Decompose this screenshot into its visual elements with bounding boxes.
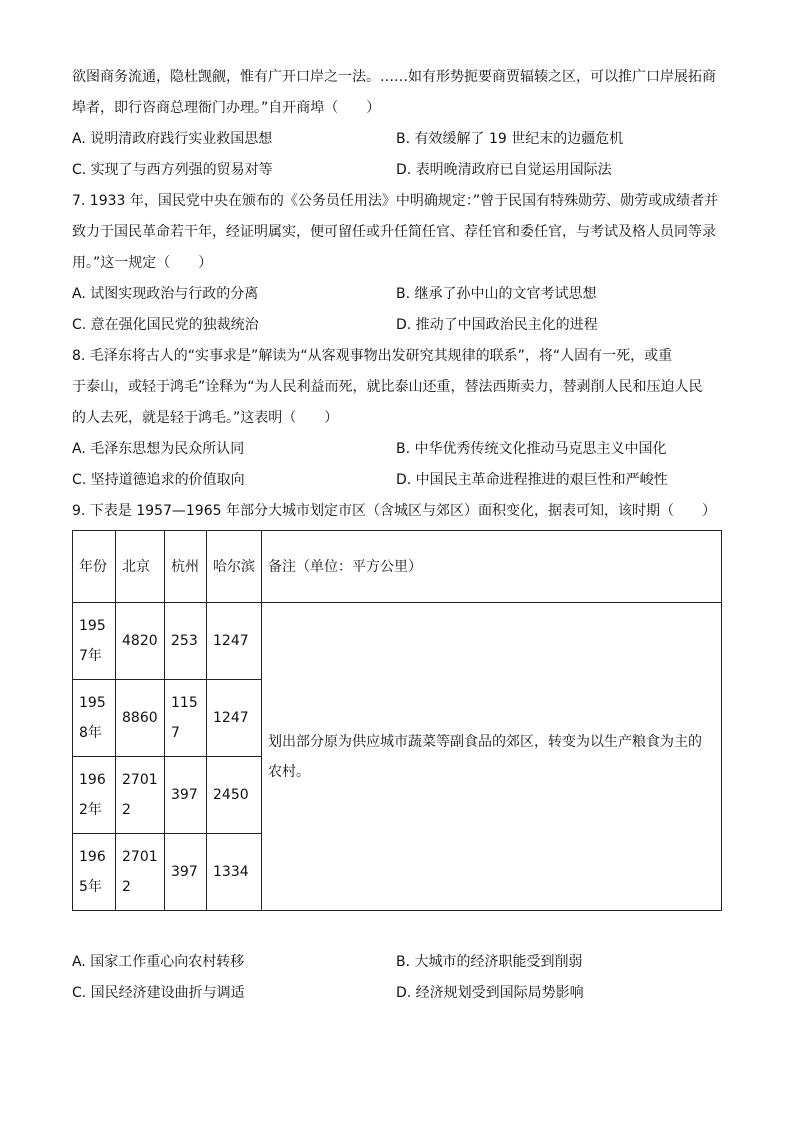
q8-option-c[interactable]: C. 坚持道德追求的价值取向	[72, 472, 245, 488]
q9-stem: 9. 下表是 1957—1965 年部分大城市划定市区（含城区与郊区）面积变化，据表可知，该时期（ ）	[72, 503, 716, 519]
q8-option-d[interactable]: D. 中国民主革命进程推进的艰巨性和严峻性	[396, 472, 668, 488]
q9-options-row1	[72, 947, 722, 978]
q6-options-row2	[72, 155, 722, 186]
q7-option-c[interactable]: C. 意在强化国民党的独裁统治	[72, 317, 259, 333]
q8-options-row1	[72, 434, 722, 465]
q6-option-a[interactable]: A. 说明清政府践行实业救国思想	[72, 131, 273, 147]
cell-year: 1957年	[73, 603, 116, 680]
q7-text-line3: 用。”这一规定（ ）	[72, 255, 213, 271]
q7-option-b[interactable]: B. 继承了孙中山的文官考试思想	[396, 286, 597, 302]
header-note: 备注（单位：平方公里）	[262, 531, 722, 603]
question-page	[72, 62, 722, 527]
q7-options-row2	[72, 310, 722, 341]
cell-hangzhou: 397	[165, 757, 207, 834]
q9-option-b[interactable]: B. 大城市的经济职能受到削弱	[396, 954, 583, 970]
q9-options	[72, 947, 722, 1009]
cell-beijing: 4820	[116, 603, 165, 680]
cell-year: 1958年	[73, 680, 116, 757]
q7-options-row1	[72, 279, 722, 310]
q7-option-a[interactable]: A. 试图实现政治与行政的分离	[72, 286, 259, 302]
table-header-row	[73, 531, 722, 603]
cell-harbin: 1247	[207, 680, 262, 757]
cell-year: 1965年	[73, 834, 116, 911]
q7-text-line2: 致力于国民革命若干年，经证明属实，便可留任或升任简任官、荐任官和委任官，与考试及格人员同等录	[72, 224, 716, 240]
cell-hangzhou: 253	[165, 603, 207, 680]
q7-option-d[interactable]: D. 推动了中国政治民主化的进程	[396, 317, 598, 333]
q9-option-d[interactable]: D. 经济规划受到国际局势影响	[396, 985, 584, 1001]
q6-text-line1: 欲图商务流通，隐杜觊觎，惟有广开口岸之一法。……如有形势扼要商贾辐辏之区，可以推广口岸展拓商	[72, 69, 716, 85]
q6-option-b[interactable]: B. 有效缓解了 19 世纪末的边疆危机	[396, 131, 624, 147]
header-year: 年份	[73, 531, 116, 603]
cell-harbin: 1334	[207, 834, 262, 911]
q8-text-line2: 于泰山，或轻于鸿毛”诠释为“为人民利益而死，就比泰山还重，替法西斯卖力，替剥削人民和压迫人民	[72, 379, 703, 395]
city-area-table	[72, 530, 722, 911]
cell-beijing: 8860	[116, 680, 165, 757]
q8-option-b[interactable]: B. 中华优秀传统文化推动马克思主义中国化	[396, 441, 667, 457]
cell-hangzhou: 1157	[165, 680, 207, 757]
cell-year: 1962年	[73, 757, 116, 834]
q6-text-line2: 埠者，即行咨商总理衙门办理。”自开商埠（ ）	[72, 100, 381, 116]
q6-option-c[interactable]: C. 实现了与西方列强的贸易对等	[72, 162, 273, 178]
q6-option-d[interactable]: D. 表明晚清政府已自觉运用国际法	[396, 162, 612, 178]
q8-text-line1: 8. 毛泽东将古人的“实事求是”解读为“从客观事物出发研究其规律的联系”，将“人固有一死，或重	[72, 348, 673, 364]
header-harbin: 哈尔滨	[207, 531, 262, 603]
header-hangzhou: 杭州	[165, 531, 207, 603]
table-row	[73, 603, 722, 680]
cell-beijing: 27012	[116, 834, 165, 911]
q9-option-c[interactable]: C. 国民经济建设曲折与调适	[72, 985, 245, 1001]
header-beijing: 北京	[116, 531, 165, 603]
cell-note: 划出部分原为供应城市蔬菜等副食品的郊区，转变为以生产粮食为主的农村。	[262, 603, 722, 911]
cell-hangzhou: 397	[165, 834, 207, 911]
cell-harbin: 2450	[207, 757, 262, 834]
q6-options-row1	[72, 124, 722, 155]
q8-options-row2	[72, 465, 722, 496]
cell-beijing: 27012	[116, 757, 165, 834]
q9-option-a[interactable]: A. 国家工作重心向农村转移	[72, 954, 245, 970]
q7-text-line1: 7. 1933 年，国民党中央在颁布的《公务员任用法》中明确规定：”曾于民国有特殊勋劳、勋劳或成绩者并	[72, 193, 719, 209]
cell-harbin: 1247	[207, 603, 262, 680]
q8-option-a[interactable]: A. 毛泽东思想为民众所认同	[72, 441, 245, 457]
q8-text-line3: 的人去死，就是轻于鸿毛。”这表明（ ）	[72, 410, 339, 426]
q9-options-row2	[72, 978, 722, 1009]
